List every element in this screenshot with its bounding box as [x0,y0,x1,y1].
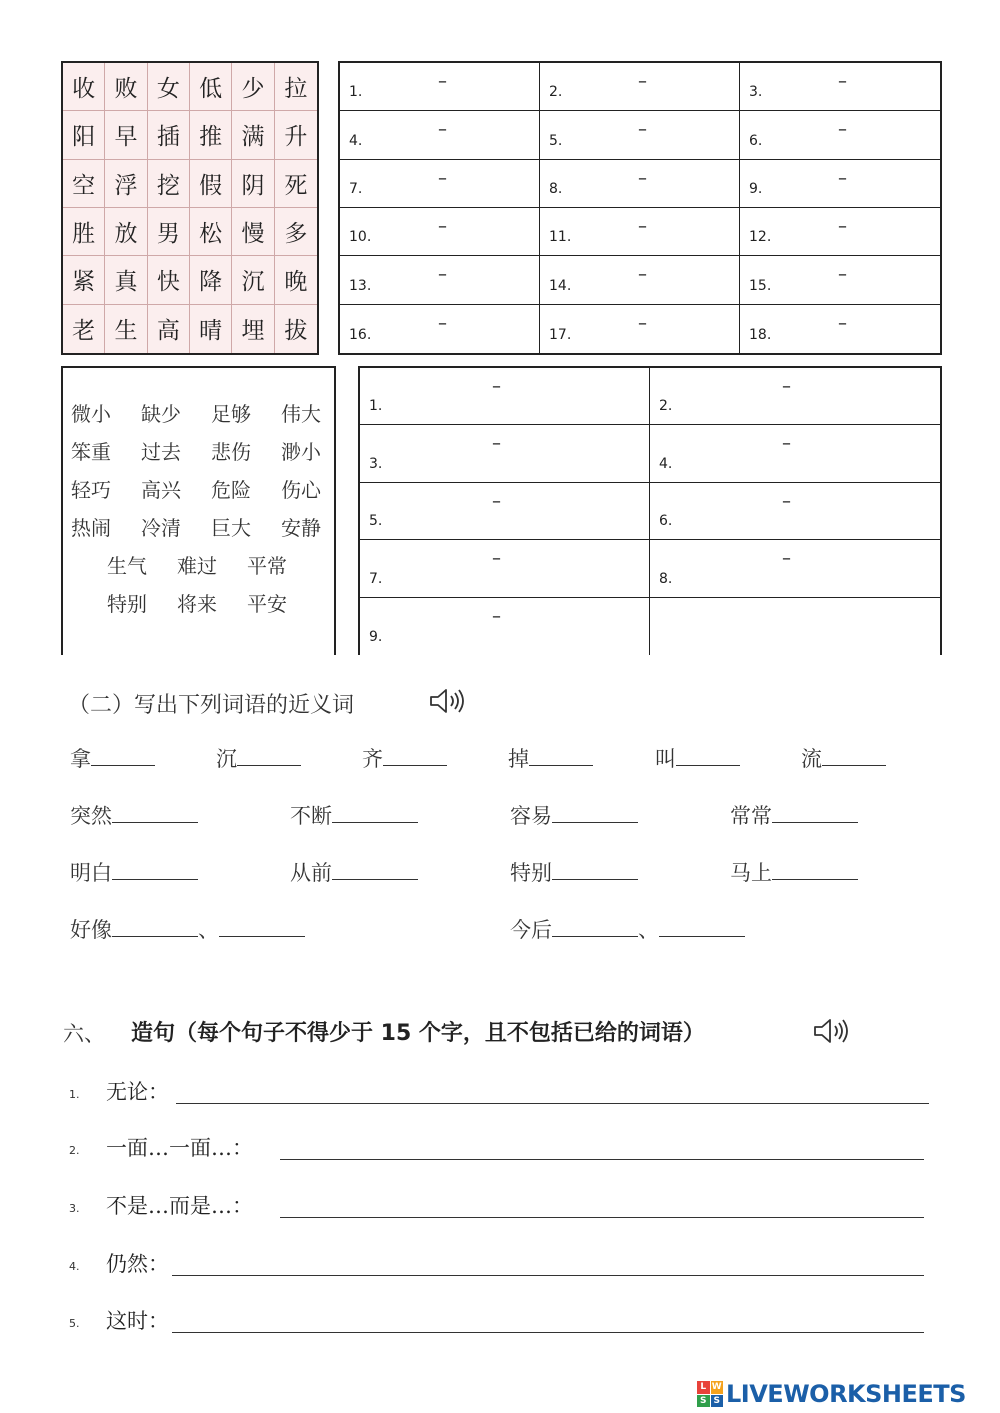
pair-dash: – [638,264,647,286]
slot-number: 7. [369,570,383,587]
word-bank-word: 难过 [177,554,217,578]
char-cell: 胜 [63,208,105,256]
pair-dash: – [438,312,447,334]
synonym-blank[interactable] [659,916,745,937]
word-bank-word: 悲伤 [211,440,251,464]
synonym-blank[interactable] [772,802,858,823]
sentence-answer-line[interactable] [172,1332,924,1333]
word-bank-word: 缺少 [141,402,181,426]
synonym-item [508,743,593,773]
answer-slot[interactable] [740,305,940,353]
word-bank-word: 危险 [211,478,251,502]
synonym-item [216,743,301,773]
char-cell: 快 [148,256,190,304]
sentence-number: 1. [69,1088,80,1101]
sentence-row [69,1190,924,1224]
sentence-answer-line[interactable] [172,1275,924,1276]
slot-number: 9. [369,629,383,645]
slot-number: 7. [349,180,363,197]
pair-dash: – [838,312,847,334]
slot-number: 16. [349,326,372,343]
synonym-word: 常常 [730,804,772,828]
synonym-word: 特别 [510,861,552,885]
answer-slot[interactable] [360,368,650,425]
slot-number: 4. [659,455,673,472]
slot-number: 3. [369,455,383,472]
sentence-number: 3. [69,1202,80,1215]
char-cell: 慢 [232,208,274,256]
synonym-word: 好像 [70,918,112,942]
synonym-word: 容易 [510,804,552,828]
char-cell: 假 [190,160,232,208]
pair-dash: – [438,167,447,189]
synonym-item [801,743,886,773]
synonym-blank[interactable] [383,745,447,766]
pair-dash: – [638,71,647,92]
pair-dash: – [438,119,447,141]
synonym-item [730,857,858,887]
answer-slot[interactable] [540,305,740,353]
synonym-item [290,857,418,887]
word-bank-word: 生气 [107,554,147,578]
synonym-item [70,914,305,944]
sentence-row [69,1076,929,1110]
answer-slot[interactable] [650,483,940,540]
pair-dash: – [838,71,847,92]
char-cell: 收 [63,63,105,111]
answer-slot[interactable] [340,208,540,256]
char-cell: 高 [148,305,190,353]
synonyms-section-title: （二）写出下列词语的近义词 [68,693,355,718]
answer-slot[interactable] [540,256,740,304]
sentence-answer-line[interactable] [280,1217,924,1218]
sentence-number: 2. [69,1144,80,1157]
char-cell: 松 [190,208,232,256]
word-bank-word: 高兴 [141,478,181,502]
char-cell: 阳 [63,111,105,159]
synonym-item [70,857,198,887]
char-cell: 晚 [275,256,317,304]
word-bank-word: 平常 [247,554,287,578]
answer-slot[interactable] [360,540,650,597]
char-cell: 阴 [232,160,274,208]
word-bank-word: 热闹 [71,516,111,540]
sentence-row [69,1305,924,1339]
answer-slot[interactable] [340,256,540,304]
char-cell: 满 [232,111,274,159]
pair-dash: – [782,548,791,570]
word-bank-word: 足够 [211,402,251,426]
character-grid [61,61,319,355]
synonym-item [510,800,638,830]
char-cell: 插 [148,111,190,159]
sentence-answer-line[interactable] [176,1103,929,1104]
slot-number: 15. [749,277,772,294]
synonym-word: 拿 [70,747,91,771]
answer-slot[interactable] [360,598,650,655]
logo-mark-letter: S [711,1395,724,1408]
answer-slot[interactable] [540,111,740,159]
slot-number: 6. [749,132,763,149]
char-cell: 多 [275,208,317,256]
char-cell: 空 [63,160,105,208]
word-bank-word: 轻巧 [71,478,111,502]
char-cell: 拔 [284,318,308,345]
sentence-section-title: 造句（每个句子不得少于 15 个字，且不包括已给的词语） [131,1021,705,1046]
synonym-blank[interactable] [529,745,593,766]
section-number: 六、 [63,1022,105,1046]
liveworksheets-logo [697,1379,966,1409]
pair-dash: – [638,167,647,189]
slot-number: 1. [369,398,383,415]
char-cell: 男 [148,208,190,256]
slot-number: 8. [549,180,563,197]
sentence-prompt: 无论： [106,1080,169,1104]
sentence-row [69,1248,924,1282]
char-cell: 晴 [190,305,232,353]
synonym-word: 明白 [70,861,112,885]
synonym-blank[interactable] [552,916,638,937]
synonym-blank[interactable] [676,745,740,766]
char-cell: 拉 [275,63,317,111]
sentence-number: 4. [69,1260,80,1273]
answer-slot[interactable] [650,540,940,597]
char-cell: 老 [63,305,105,353]
synonym-blank[interactable] [112,802,198,823]
char-cell: 死 [275,160,317,208]
char-cell: 早 [105,111,147,159]
synonym-word: 掉 [508,747,529,771]
answer-slot[interactable] [740,111,940,159]
char-cell: 少 [232,63,274,111]
synonym-blank[interactable] [772,859,858,880]
pair-dash: – [782,376,791,397]
pair-dash: – [438,71,447,92]
logo-mark-letter: W [711,1382,722,1393]
synonym-blank[interactable] [552,859,638,880]
synonym-word: 突然 [70,804,112,828]
slot-number: 6. [659,513,673,530]
pair-dash: – [438,215,447,237]
word-bank-word: 渺小 [281,440,321,464]
answer-slot[interactable] [340,63,540,111]
pair-dash: – [838,215,847,237]
synonym-blank[interactable] [332,802,418,823]
answer-slot[interactable] [540,208,740,256]
answer-slot[interactable] [740,63,940,111]
synonym-blank[interactable] [112,859,198,880]
char-cell: 真 [105,256,147,304]
synonym-word: 齐 [362,747,383,771]
slot-number: 12. [749,229,772,246]
answer-slot[interactable] [360,483,650,540]
logo-mark-letter: S [697,1395,710,1408]
synonym-blank[interactable] [112,916,198,937]
answer-slot[interactable] [740,160,940,208]
slot-number: 1. [349,84,363,101]
synonym-blank[interactable] [219,916,305,937]
word-bank-answer-grid [358,366,942,655]
synonym-item [362,743,447,773]
slot-number: 2. [659,398,673,415]
synonym-blank[interactable] [332,859,418,880]
pair-dash: – [438,264,447,286]
pair-dash: – [782,490,791,512]
speaker-icon[interactable] [812,1016,850,1046]
slot-number: 10. [349,229,372,246]
word-bank-word: 安静 [281,516,321,540]
synonym-item [655,743,740,773]
answer-slot[interactable] [340,111,540,159]
sentence-number: 5. [69,1317,80,1330]
word-bank-word: 将来 [177,592,217,616]
synonym-item [510,857,638,887]
synonym-word: 不断 [290,804,332,828]
word-bank-word: 伟大 [281,402,321,426]
logo-mark-icon [697,1381,723,1407]
answer-slot[interactable] [740,256,940,304]
synonym-item [70,743,155,773]
sentence-answer-line[interactable] [280,1159,924,1160]
separator: 、 [638,918,659,942]
pair-dash: – [492,605,501,627]
slot-number: 2. [549,84,563,101]
slot-number: 4. [349,132,363,149]
synonym-item [290,800,418,830]
pair-dash: – [492,490,501,512]
char-cell: 放 [105,208,147,256]
pair-dash: – [838,119,847,141]
pair-dash: – [492,376,501,397]
slot-number: 3. [749,84,763,101]
word-bank-word: 冷清 [141,516,181,540]
pair-dash: – [638,119,647,141]
answer-slot[interactable] [540,63,740,111]
sentence-row [69,1132,924,1166]
slot-number: 5. [369,513,383,530]
word-bank-word: 过去 [141,440,181,464]
answer-slot[interactable] [650,425,940,482]
antonym-answer-grid [338,61,942,355]
speaker-icon[interactable] [428,686,466,716]
synonym-item [70,800,198,830]
char-cell: 女 [148,63,190,111]
word-bank [61,366,336,655]
slot-number: 8. [659,570,673,587]
synonym-blank[interactable] [552,802,638,823]
char-cell: 浮 [105,160,147,208]
logo-mark-letter: L [697,1381,710,1394]
char-cell: 挖 [148,160,190,208]
synonym-blank[interactable] [91,745,155,766]
synonym-word: 今后 [510,918,552,942]
word-bank-word: 伤心 [281,478,321,502]
word-bank-word: 特别 [107,592,147,616]
pair-dash: – [492,433,501,455]
slot-number: 11. [549,229,572,246]
slot-number: 18. [749,326,772,343]
logo-text: LIVEWORKSHEETS [726,1380,966,1408]
char-cell: 沉 [232,256,274,304]
synonym-item [510,914,745,944]
synonym-word: 流 [801,747,822,771]
slot-number: 14. [549,277,572,294]
sentence-prompt: 仍然： [106,1252,169,1276]
answer-slot[interactable] [540,160,740,208]
slot-number: 17. [549,326,572,343]
char-cell: 埋 [232,305,274,353]
synonym-item [730,800,858,830]
synonym-blank[interactable] [237,745,301,766]
char-cell: 降 [190,256,232,304]
synonym-word: 叫 [655,747,676,771]
sentence-prompt: 不是…而是…： [106,1194,253,1218]
pair-dash: – [782,433,791,455]
answer-slot[interactable] [650,368,940,425]
word-bank-word: 巨大 [211,516,251,540]
answer-slot[interactable] [340,305,540,353]
char-cell: 升 [275,111,317,159]
pair-dash: – [638,215,647,237]
pair-dash: – [638,312,647,334]
sentence-prompt: 一面…一面…： [106,1136,253,1160]
separator: 、 [198,918,219,942]
answer-slot[interactable] [360,425,650,482]
char-cell: 败 [105,63,147,111]
answer-slot[interactable] [340,160,540,208]
synonym-word: 从前 [290,861,332,885]
pair-dash: – [838,264,847,286]
char-cell: 紧 [63,256,105,304]
pair-dash: – [492,548,501,570]
char-cell: 推 [190,111,232,159]
slot-number: 13. [349,277,372,294]
empty-slot [650,598,940,655]
synonym-blank[interactable] [822,745,886,766]
char-cell: 生 [105,305,147,353]
word-bank-word: 平安 [247,592,287,616]
synonym-word: 沉 [216,747,237,771]
slot-number: 5. [549,132,563,149]
sentence-prompt: 这时： [106,1309,169,1333]
synonym-word: 马上 [730,861,772,885]
slot-number: 9. [749,180,763,197]
word-bank-word: 笨重 [71,440,111,464]
pair-dash: – [838,167,847,189]
answer-slot[interactable] [740,208,940,256]
word-bank-word: 微小 [71,402,111,426]
char-cell: 低 [190,63,232,111]
